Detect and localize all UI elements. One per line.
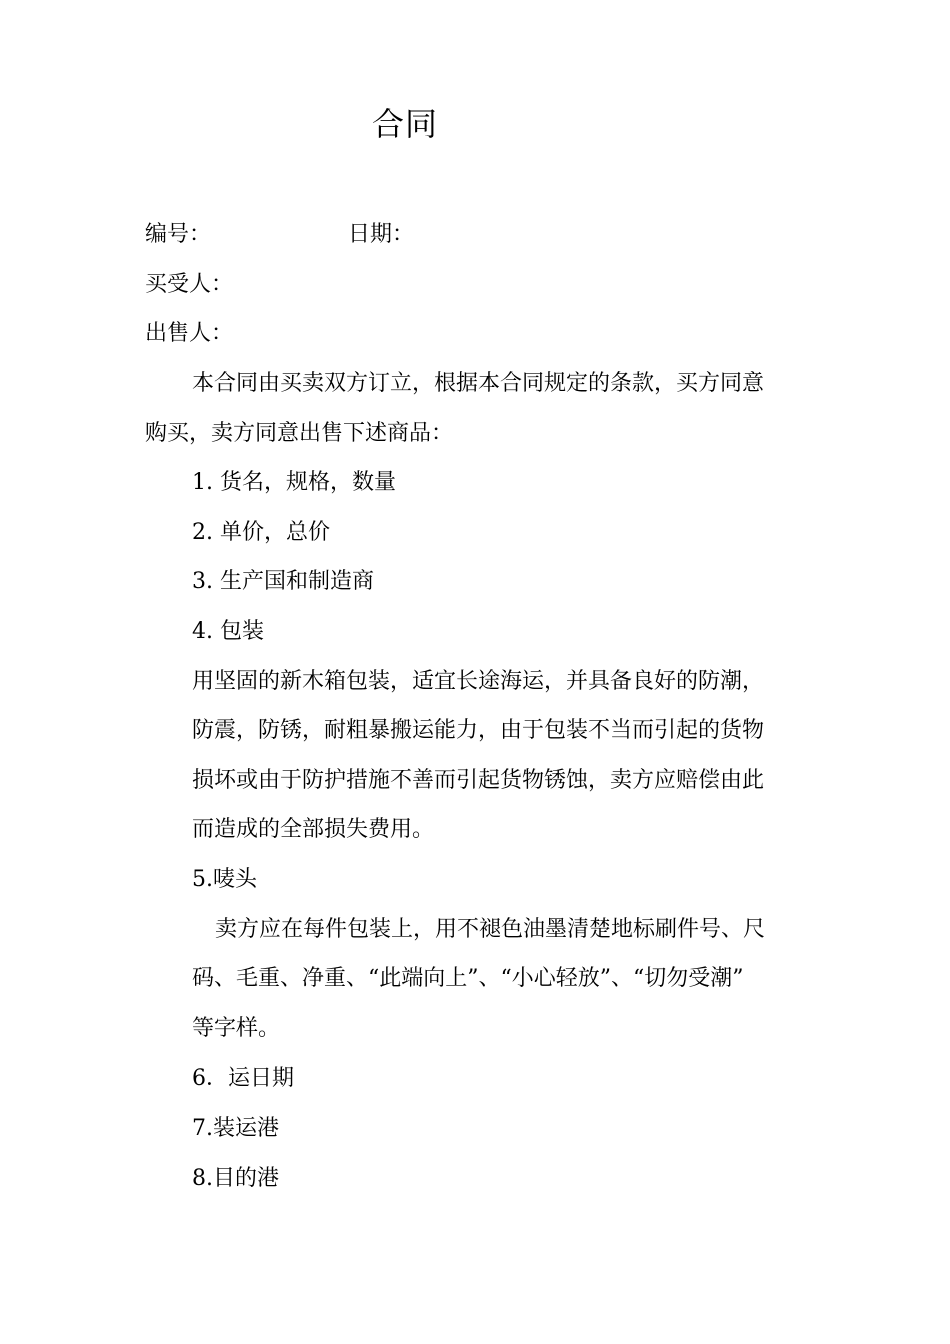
contract-number-label: 编号： [145,222,212,247]
clause-origin-manufacturer: 3. 生产国和制造商 [192,569,374,594]
date-label: 日期： [348,222,415,247]
clause-port-of-loading: 7.装运港 [192,1116,279,1141]
clause-port-of-destination: 8.目的港 [192,1166,279,1191]
clause-shipment-date: 6．运日期 [192,1066,294,1091]
packing-text-line-1: 用坚固的新木箱包装，适宜长途海运，并具备良好的防潮， [192,669,765,694]
marks-text-line-3: 等字样。 [192,1016,281,1041]
clause-shipping-marks: 5.唛头 [192,867,257,892]
clause-packing: 4. 包装 [192,619,264,644]
packing-text-line-2: 防震，防锈，耐粗暴搬运能力，由于包装不当而引起的货物 [192,718,765,743]
document-title: 合同 [372,105,439,143]
packing-text-line-4: 而造成的全部损失费用。 [192,817,435,842]
intro-line-2: 购买，卖方同意出售下述商品： [145,421,454,446]
buyer-label: 买受人： [145,272,234,297]
clause-goods-specs-quantity: 1. 货名，规格，数量 [192,470,396,495]
seller-label: 出售人： [145,321,234,346]
marks-text-line-2: 码、毛重、净重、“此端向上”、“小心轻放”、“切勿受潮” [192,966,744,991]
packing-text-line-3: 损坏或由于防护措施不善而引起货物锈蚀，卖方应赔偿由此 [192,768,765,793]
intro-line-1: 本合同由买卖双方订立，根据本合同规定的条款，买方同意 [192,371,765,396]
marks-text-line-1: 卖方应在每件包装上，用不褪色油墨清楚地标刷件号、尺 [215,917,766,942]
clause-unit-total-price: 2. 单价，总价 [192,520,330,545]
